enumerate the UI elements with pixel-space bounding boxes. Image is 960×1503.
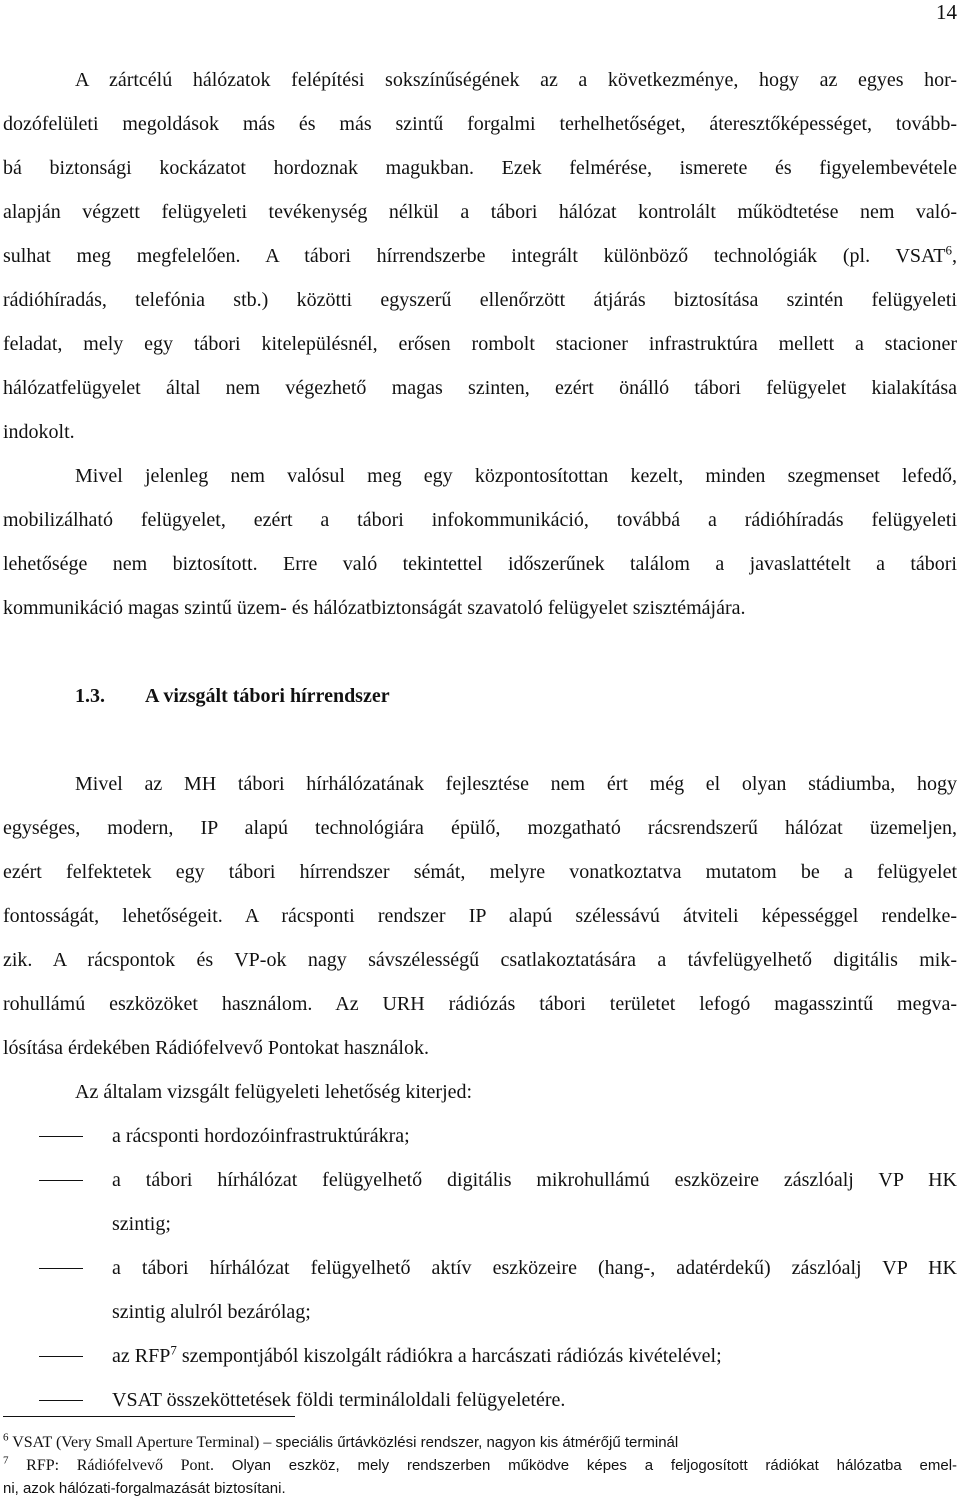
- text-line: kommunikáció magas szintű üzem- és hálózatbiztonságát szavatoló felügyelet szisztémájára.: [3, 597, 746, 619]
- text-line: [3, 234, 957, 278]
- text-line: egységes, modern, IP alapú technológiára épülő, mozgatható rácsrendszerű hálózat üzemeljen,: [3, 817, 957, 839]
- list-item: [3, 1246, 957, 1290]
- text-line: alapján végzett felügyeleti tevékenység nélkül a tábori hálózat kontrolált működtetése nem való-: [3, 201, 957, 223]
- list-item-text: a rácsponti hordozóinfrastruktúrákra;: [112, 1125, 410, 1147]
- text-line: mobilizálható felügyelet, ezért a tábori infokommunikáció, továbbá a rádióhíradás felügyeleti: [3, 509, 957, 531]
- paragraph-3: [3, 762, 957, 1070]
- text-line: indokolt.: [3, 421, 75, 443]
- footnote-7: [3, 1455, 957, 1478]
- dash-bullet-icon: [39, 1400, 83, 1401]
- paragraph-2: [3, 454, 957, 630]
- footnote-text-serif: VSAT (Very Small Aperture Terminal) –: [12, 1434, 272, 1451]
- section-number: 1.3.: [75, 685, 105, 707]
- footnote-text-serif: RFP: Rádiófelvevő Pont.: [26, 1457, 214, 1474]
- list-item: [3, 1114, 957, 1158]
- list-item: [3, 1334, 957, 1378]
- text-line: ezért felfektetek egy tábori hírrendszer sémát, melyre vonatkoztatva mutatom be a felügyelet: [3, 861, 957, 883]
- page-number: 14: [936, 0, 957, 24]
- list-item-text: az RFP: [112, 1345, 171, 1367]
- text-line: rádióhíradás, telefónia stb.) közötti egyszerű ellenőrzött átjárás biztosítása szintén felügyeleti: [3, 289, 957, 311]
- list-item: [3, 1158, 957, 1202]
- footnote-mark: 7: [3, 1454, 9, 1467]
- bullet-list: [3, 1114, 957, 1422]
- paragraph-1: [3, 58, 957, 454]
- dash-bullet-icon: [39, 1180, 83, 1181]
- list-item-text: a tábori hírhálózat felügyelhető aktív eszközeire (hang-, adatérdekű) zászlóalj VP HK: [112, 1257, 957, 1279]
- list-item-continuation: [3, 1202, 957, 1246]
- text-line: [3, 146, 957, 190]
- footnote-ref-6[interactable]: 6: [945, 242, 952, 258]
- section-heading: [3, 674, 957, 718]
- text-line: Mivel jelenleg nem valósul meg egy központosítottan kezelt, minden szegmenset lefedő,: [75, 465, 957, 487]
- text-line: feladat, mely egy tábori kitelepülésnél, erősen rombolt stacioner infrastruktúra mellett a stacioner: [3, 333, 957, 355]
- body-text: [3, 58, 957, 1422]
- list-intro: Az általam vizsgált felügyeleti lehetőség kiterjed:: [75, 1081, 473, 1103]
- text-line: lehetősége nem biztosított. Erre való tekintettel időszerűnek találom a javaslattételt a tábori: [3, 553, 957, 575]
- blank-line: [3, 718, 957, 762]
- list-item-text: a tábori hírhálózat felügyelhető digitális mikrohullámú eszközeire zászlóalj VP HK: [112, 1169, 957, 1191]
- text-line: rohullámú eszközöket használom. Az URH rádiózás tábori területet lefogó magasszintű megva-: [3, 993, 957, 1015]
- text-line: hálózatfelügyelet által nem végezhető magas szinten, ezért önálló tábori felügyelet kialakítása: [3, 377, 957, 399]
- dash-bullet-icon: [39, 1356, 83, 1357]
- footnote-text-sans: speciális űrtávközlési rendszer, nagyon kis átmérőjű terminál: [271, 1434, 679, 1451]
- text-line: zik. A rácspontok és VP-ok nagy sávszélességű csatlakoztatására a távfelügyelhető digitális mik-: [3, 949, 957, 971]
- footnote-separator: [3, 1416, 295, 1417]
- text-span: bá biztonsági kockázatot hordoznak magukban. Ezek felmérése, ismerete és figyelembevétele: [3, 157, 957, 179]
- text-line: A zártcélú hálózatok felépítési sokszínűségének az a következménye, hogy az egyes hor-: [75, 69, 957, 91]
- blank-line: [3, 630, 957, 674]
- list-item-text: szintig;: [112, 1213, 171, 1235]
- text-line: fontosságát, lehetőségeit. A rácsponti rendszer IP alapú szélessávú átviteli képességgel rendelke-: [3, 905, 957, 927]
- footnote-mark: 6: [3, 1431, 9, 1444]
- text-line: lósítása érdekében Rádiófelvevő Pontokat használok.: [3, 1037, 429, 1059]
- footnote-text-sans: Olyan eszköz, mely rendszerben működve képes a feljogosított rádiókat hálózatba emel-: [213, 1457, 958, 1474]
- list-item-text: VSAT összeköttetések földi terminálоldali felügyeletére.: [112, 1389, 566, 1411]
- dash-bullet-icon: [39, 1136, 83, 1137]
- footnote-7-continuation: ni, azok hálózati-forgalmazását biztosítani.: [3, 1480, 286, 1497]
- list-item-continuation: [3, 1290, 957, 1334]
- dash-bullet-icon: [39, 1268, 83, 1269]
- footnote-6: [3, 1432, 957, 1455]
- section-title: A vizsgált tábori hírrendszer: [145, 685, 390, 707]
- text-span: sulhat meg megfelelően. A tábori hírrendszerbe integrált különböző technológiák (pl. VSAT: [3, 245, 946, 267]
- list-item-text: szintig alulról bezárólag;: [112, 1301, 311, 1323]
- footnote-ref-7[interactable]: 7: [170, 1342, 177, 1358]
- text-line: Mivel az MH tábori hírhálózatának fejlesztése nem ért még el olyan stádiumba, hogy: [75, 773, 957, 795]
- text-line: dozófelületi megoldások más és más szintű forgalmi terhelhetőséget, áteresztőképességet, tovább-: [3, 113, 957, 135]
- list-item-text: szempontjából kiszolgált rádiókra a harcászati rádiózás kivételével;: [176, 1345, 722, 1367]
- text-span: ,: [952, 245, 957, 267]
- footnotes: [3, 1432, 957, 1501]
